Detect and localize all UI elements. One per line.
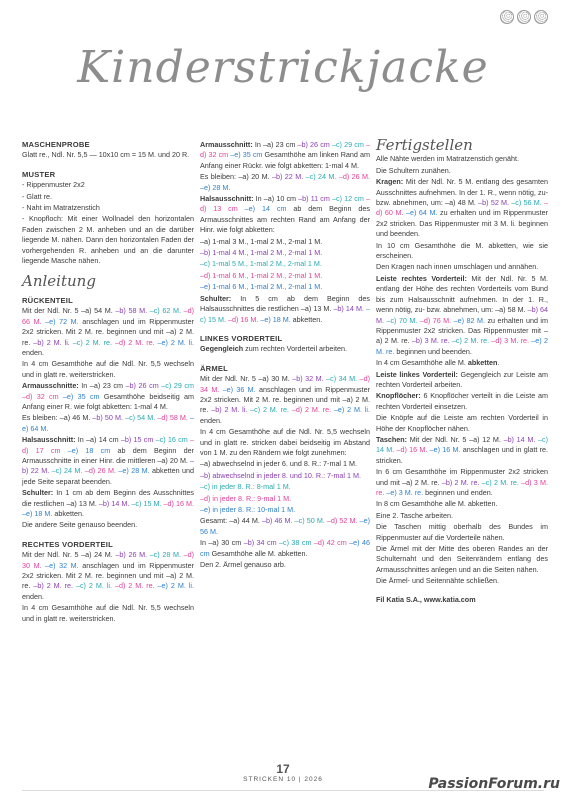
anleitung-heading: Anleitung: [22, 272, 96, 291]
abketten-text: In –a) 30 cm –b) 34 cm –c) 38 cm –d) 42 cm –e) 46 cm Gesamthöhe alle M. abketten.: [200, 538, 370, 558]
muster-item: - Glatt re.: [22, 191, 52, 201]
section-heading-rechtes-vorderteil: RECHTES VORDERTEIL: [22, 539, 113, 549]
abketten-line: –c) 1-mal 5 M., 1-mal 2 M., 2-mal 1 M.: [200, 259, 322, 269]
aermel-text: Mit der Ndl. Nr. 5 –a) 30 M. –b) 32 M. –c) 34 M. –d) 34 M. –e) 36 M. anschlagen und im Rippenmuster 2x2 stricken. Mit 2 M. re. beginnen und mit –a) 2 M. re. –b) 2 M. li. –c) 2 M. re. –d) 2 M. re. –e) 2 M. li. enden.: [200, 374, 371, 425]
yarn-icons: [500, 10, 548, 24]
maschenprobe-text: Glatt re., Ndl. Nr. 5,5 — 10x10 cm = 15 M. und 20 R.: [22, 150, 190, 160]
rueckenteil-text: Mit der Ndl. Nr. 5 –a) 54 M. –b) 58 M. –c) 62 M. –d) 66 M. –e) 72 M. anschlagen und im Rippenmuster 2x2 stricken. Mit 2 M. re. beginnen und mit –a) 2 M. re. –b) 2 M. li. –c) 2 M. re. –d) 2 M. re. –e) 2 M. li. enden.: [22, 306, 195, 357]
rueckenteil-text: In 4 cm Gesamthöhe auf die Ndl. Nr. 5,5 wechseln und in glatt re. weiterstricken.: [22, 359, 194, 379]
fertig-text: Die Ärmel- und Seitennähte schließen.: [376, 576, 500, 586]
section-heading-maschenprobe: MASCHENPROBE: [22, 140, 90, 149]
armausschnitt-text: Armausschnitt: In –a) 23 cm –b) 26 cm –c) 29 cm –d) 32 cm –e) 35 cm Gesamthöhe am linken Rand am Anfang einer Rückr. wie folgt abketten: 1-mal 4 M.: [200, 140, 370, 170]
fertig-text: In 4 cm Gesamthöhe alle M. abketten.: [376, 358, 500, 368]
yarn-ball-icon: [534, 10, 548, 24]
magazine-issue: STRICKEN 10 | 2026: [243, 776, 323, 783]
muster-item: - Naht im Matratzenstich: [22, 203, 100, 213]
aermel-text: In 4 cm Gesamthöhe auf die Ndl. Nr. 5,5 wechseln und in glatt re. stricken dabei beidseitig im Abstand von 1 M. zu den Rändern wie folgt zunehmen:: [200, 427, 370, 457]
fertig-text: Die Schultern zunähen.: [376, 165, 451, 175]
schulter-text: Schulter: In 1 cm ab dem Beginn des Ausschnittes die restlichen –a) 13 M. –b) 14 M. –c) 15 M. –d) 16 M. –e) 18 M. abketten.: [22, 488, 194, 518]
abketten-line: –a) 1-mal 3 M., 1-mal 2 M., 2-mal 1 M.: [200, 236, 323, 246]
watermark: PassionForum.ru: [428, 776, 560, 792]
rechtes-vorderteil-text: Mit der Ndl. Nr. 5 –a) 24 M. –b) 26 M. –c) 28 M. –d) 30 M. –e) 32 M. anschlagen und im Rippenmuster 2x2 stricken. Mit 2 M. re. beginnen und mit –a) 2 M. re. –b) 2 M. re. –c) 2 M. li. –d) 2 M. re. –e) 2 M. li. enden.: [22, 550, 195, 601]
rechtes-vorderteil-text: In 4 cm Gesamthöhe auf die Ndl. Nr. 5,5 wechseln und in glatt re. weiterstricken.: [22, 603, 194, 623]
zunahme-line: –c) in jeder 8. R.: 8-mal 1 M.: [200, 482, 291, 492]
zunahme-line: –d) in jeder 8. R.: 9-mal 1 M.: [200, 493, 292, 503]
bleiben-text: Es bleiben: –a) 46 M. –b) 50 M. –c) 54 M. –d) 58 M. –e) 64 M.: [22, 413, 194, 433]
fertig-text: Eine 2. Tasche arbeiten.: [376, 510, 453, 520]
leiste-rechts-text: Leiste rechtes Vorderteil: Mit der Ndl. Nr. 5 M. entlang der Höhe des rechten Vorderteils vom Bund bis zum Halsausschnitt aufnehmen. In der 1. R., wenn nötig, zu- bzw. abnehmen, um: –a) 58 M. –b) 64 M. –c) 70 M. –d) 76 M. –e) 82 M. zu erhalten und im Rippenmuster 2x2 stricken. Das Rippenmuster mit –a) 2 M. re. –b) 3 M. re. –c) 2 M. re. –d) 3 M. re. –e) 2 M. re. beginnen und beenden.: [376, 273, 549, 356]
schulter-text: Die andere Seite genauso beenden.: [22, 520, 138, 530]
page-number: 17: [276, 762, 290, 776]
knopfloecher-text: Knopflöcher: 6 Knopflöcher verteilt in die Leiste am rechten Vorderteil einsetzen.: [376, 391, 548, 411]
column-2: [200, 140, 370, 571]
zunahme-line: –a) abwechselnd in jeder 6. und 8. R.: 7-mal 1 M.: [200, 459, 358, 469]
muster-item: - Rippenmuster 2x2: [22, 180, 85, 190]
credit-text: Fil Katia S.A., www.katia.com: [376, 594, 476, 604]
fertig-text: Den Kragen nach innen umschlagen und annähen.: [376, 262, 539, 272]
section-heading-aermel: ÄRMEL: [200, 363, 228, 373]
column-3: [376, 136, 549, 606]
yarn-ball-icon: [500, 10, 514, 24]
fertig-text: Die Knöpfe auf die Leiste am rechten Vorderteil in Höhe der Knopflöcher nähen.: [376, 413, 548, 433]
fertig-text: In 10 cm Gesamthöhe die M. abketten, wie sie erscheinen.: [376, 240, 548, 261]
section-heading-linkes-vorderteil: LINKES VORDERTEIL: [200, 333, 283, 343]
zunahme-line: –e) in jeder 8. R.: 10-mal 1 M.: [200, 505, 296, 514]
fertig-text: Die Ärmel mit der Mitte des oberen Randes an der Schulternaht und den Seitenrändern entlang des Armausschnittes anlegen und an die Seiten nähen.: [376, 544, 548, 574]
section-heading-muster: MUSTER: [22, 169, 56, 179]
halsausschnitt-text: Halsausschnitt: In –a) 14 cm –b) 15 cm –c) 16 cm –d) 17 cm –e) 18 cm ab dem Beginn der Armausschnitte in einer Hinr. die mittleren –a) 20 M. –b) 22 M. –c) 24 M. –d) 26 M. –e) 28 M. abketten und jede Seite separat beenden.: [22, 435, 195, 486]
abketten-line: –d) 1-mal 6 M., 1-mal 2 M., 2-mal 1 M.: [200, 270, 323, 280]
gesamt-text: Gesamt: –a) 44 M. –b) 46 M. –c) 50 M. –d) 52 M. –e) 56 M.: [200, 516, 370, 536]
column-1: [22, 140, 194, 625]
yarn-ball-icon: [517, 10, 531, 24]
aermel-text: Den 2. Ärmel genauso arb.: [200, 560, 286, 570]
page-title: Kinderstrickjacke: [77, 42, 489, 93]
muster-item: - Knopfloch: Mit einer Wollnadel den horizontalen Faden zwischen 2 M. anheben und an die darüber liegende M. nähen. Dann den horizontalen Faden der vorhergehenden R. anheben und an die darunter liegende Masche nähen.: [22, 214, 194, 266]
leiste-links-text: Leiste linkes Vorderteil: Gegengleich zur Leiste am rechten Vorderteil arbeiten.: [376, 369, 548, 389]
fertig-text: In 8 cm Gesamthöhe alle M. abketten.: [376, 499, 498, 509]
fertig-text: Die Taschen mittig oberhalb des Bundes im Rippenmuster auf die Vorderteile nähen.: [376, 522, 548, 542]
fertigstellen-heading: Fertigstellen: [376, 136, 473, 154]
abketten-line: –b) 1-mal 4 M., 1-mal 2 M., 2-mal 1 M.: [200, 248, 323, 258]
kragen-text: Kragen: Mit der Ndl. Nr. 5 M. entlang des gesamten Ausschnittes aufnehmen. In der 1. R., wenn nötig, zu- bzw. abnehmen, um: –a) 48 M. –b) 52 M. –c) 56 M. –d) 60 M. –e) 64 M. zu erhalten und im Rippenmuster 2x2 stricken. Das Rippenmuster mit 3 M. li. beginnen und beenden.: [376, 177, 549, 239]
schulter-text: Schulter: In 5 cm ab dem Beginn des Halsausschnittes die restlichen –a) 13 M. –b) 14 M. –c) 15 M. –d) 16 M. –e) 18 M. abketten.: [200, 293, 370, 324]
section-heading-rueckenteil: RÜCKENTEIL: [22, 295, 73, 305]
armausschnitte-text: Armausschnitte: In –a) 23 cm –b) 26 cm –c) 29 cm –d) 32 cm –e) 35 cm Gesamthöhe beidseitig am Anfang einer R. wie folgt abketten: 1-mal 4 M.: [22, 381, 194, 411]
bleiben-text: Es bleiben: –a) 20 M. –b) 22 M. –c) 24 M. –d) 26 M. –e) 28 M.: [200, 172, 371, 192]
halsausschnitt-text: Halsausschnitt: In –a) 10 cm –b) 11 cm –c) 12 cm –d) 13 cm –e) 14 cm ab dem Beginn des Armausschnittes am rechten Rand am Anfang der Hinr. wie folgt abketten:: [200, 194, 370, 235]
taschen-text: Taschen: Mit der Ndl. Nr. 5 –a) 12 M. –b) 14 M. –c) 14 M. –d) 16 M. –e) 16 M. anschlagen und in glatt re. stricken.: [376, 434, 549, 465]
taschen-text: In 6 cm Gesamthöhe im Rippenmuster 2x2 stricken und mit –a) 2 M. re. –b) 2 M. re. –c) 2 M. re. –d) 3 M. re. –e) 3 M. re. beginnen und enden.: [376, 467, 548, 497]
zunahme-line: –b) abwechselnd in jeder 8. und 10. R.: 7-mal 1 M.: [200, 470, 362, 480]
linkes-vorderteil-text: Gegengleich zum rechten Vorderteil arbeiten.: [200, 344, 348, 354]
abketten-line: –e) 1-mal 6 M., 1-mal 2 M., 2-mal 1 M.: [200, 282, 323, 292]
fertig-text: Alle Nähte werden im Matratzenstich genäht.: [376, 154, 520, 164]
